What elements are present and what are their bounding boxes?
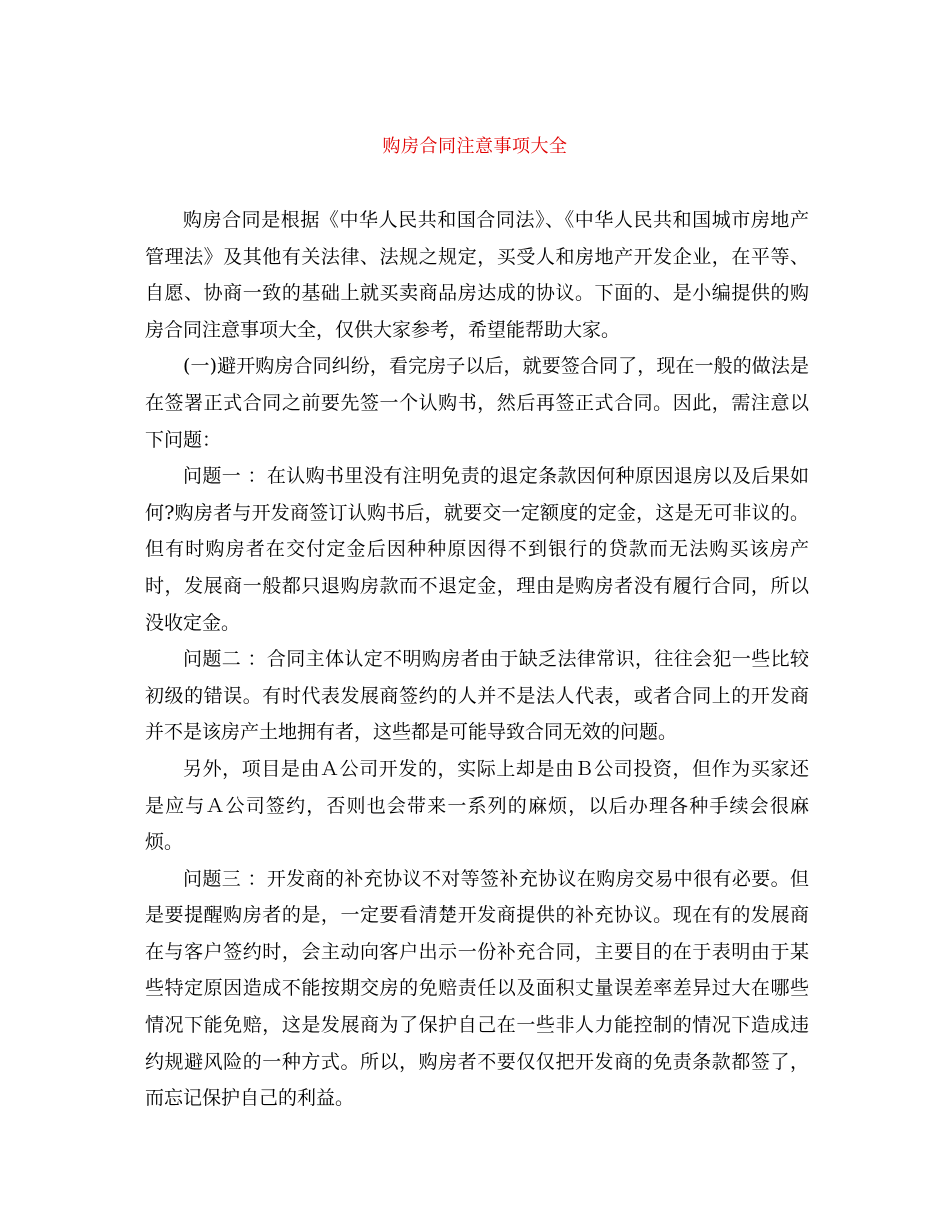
paragraph-section-one: (一)避开购房合同纠纷，看完房子以后，就要签合同了，现在一般的做法是在签署正式合同之前要先签一个认购书，然后再签正式合同。因此，需注意以下问题： xyxy=(145,355,809,451)
document-body xyxy=(145,202,809,1117)
paragraph-additional: 另外，项目是由Ａ公司开发的，实际上却是由Ｂ公司投资，但作为买家还是应与Ａ公司签约，否则也会带来一系列的麻烦，以后办理各种手续会很麻烦。 xyxy=(145,757,809,854)
paragraph-issue-three: 问题三 ：开发商的补充协议不对等签补充协议在购房交易中很有必要。但是要提醒购房者的是，一定要看清楚开发商提供的补充协议。现在有的发展商在与客户签约时，会主动向客户出示一份补充合同，主要目的在于表明由于某些特定原因造成不能按期交房的免赔责任以及面积丈量误差率差异过大在哪些情况下能免赔，这是发展商为了保护自己在一些非人力能控制的情况下造成违约规避风险的一种方式。所以，购房者不要仅仅把开发商的免责条款都签了，而忘记保护自己的利益。 xyxy=(145,867,809,1110)
paragraph-intro: 购房合同是根据《中华人民共和国合同法》、《中华人民共和国城市房地产管理法》及其他有关法律、法规之规定，买受人和房地产开发企业，在平等、自愿、协商一致的基础上就买卖商品房达成的协议。下面的、是小编提供的购房合同注意事项大全，仅供大家参考，希望能帮助大家。 xyxy=(145,209,809,341)
document-title: 购房合同注意事项大全 xyxy=(382,136,568,157)
paragraph-issue-two: 问题二 ：合同主体认定不明购房者由于缺乏法律常识，往往会犯一些比较初级的错误。有时代表发展商签约的人并不是法人代表，或者合同上的开发商并不是该房产土地拥有者，这些都是可能导致合同无效的问题。 xyxy=(145,648,809,744)
paragraph-issue-one: 问题一 ：在认购书里没有注明免责的退定条款因何种原因退房以及后果如何?购房者与开发商签订认购书后，就要交一定额度的定金，这是无可非议的。但有时购房者在交付定金后因种种原因得不到银行的贷款而无法购买该房产时，发展商一般都只退购房款而不退定金，理由是购房者没有履行合同，所以没收定金。 xyxy=(145,465,809,634)
